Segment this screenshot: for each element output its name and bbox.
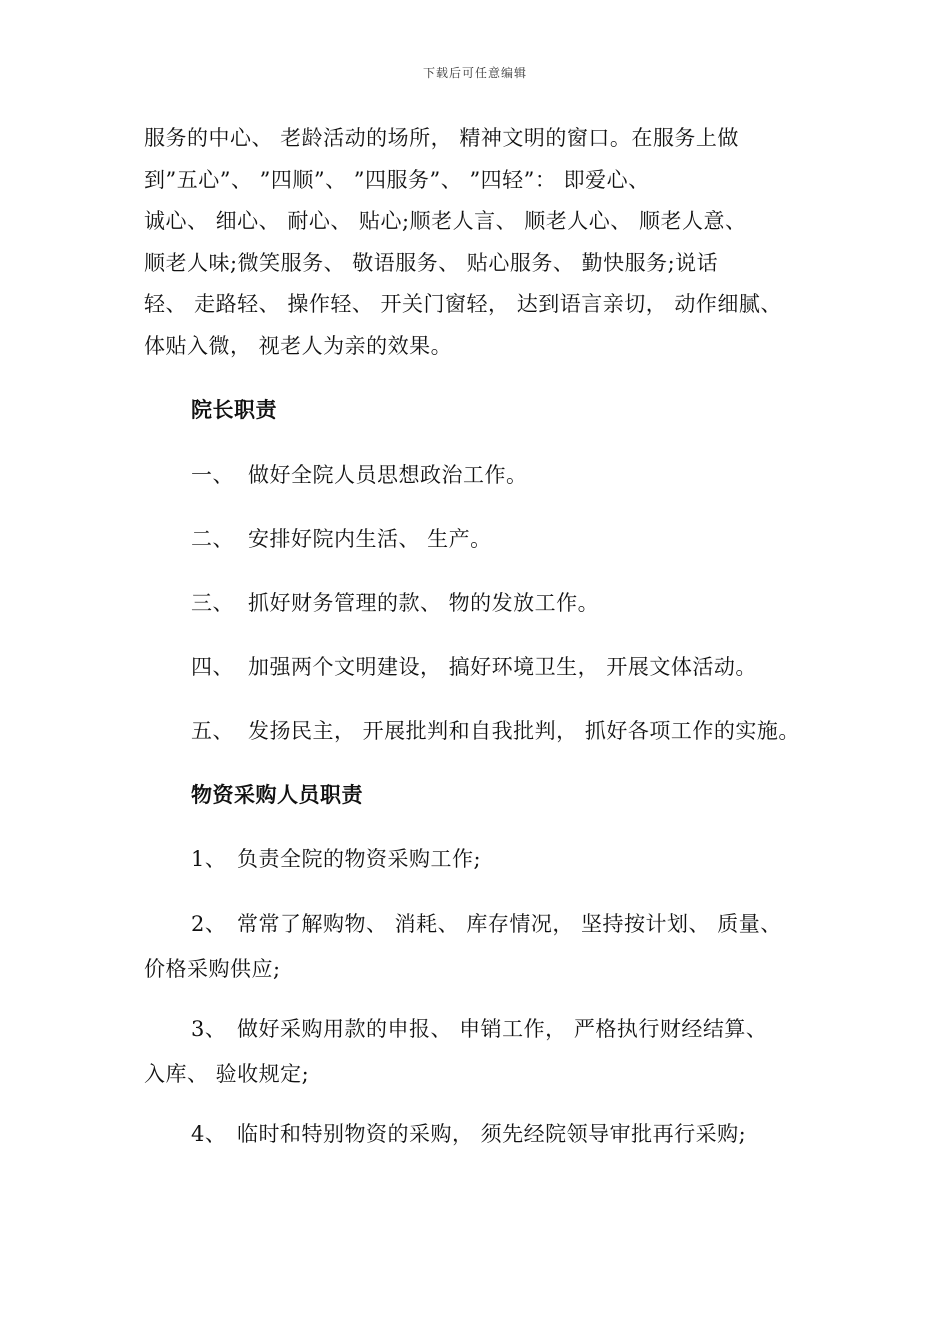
item-number: 二、 (191, 527, 234, 551)
header-note: 下载后可任意编辑 (422, 66, 527, 80)
item-text: 安排好院内生活、 生产。 (248, 527, 492, 551)
purchase-item (144, 1013, 834, 1088)
item-text: 发扬民主， 开展批判和自我批判， 抓好各项工作的实施。 (248, 719, 800, 743)
item-text: 临时和特别物资的采购， 须先经院领导审批再行采购; (237, 1122, 747, 1146)
item-number: 一、 (191, 463, 234, 487)
director-item (191, 651, 881, 681)
item-text-continued: 入库、 验收规定; (144, 1062, 310, 1086)
item-number: 2、 (191, 912, 227, 936)
director-item (191, 587, 881, 617)
item-number: 3、 (191, 1017, 227, 1041)
intro-paragraph (144, 118, 834, 368)
item-text: 做好全院人员思想政治工作。 (248, 463, 528, 487)
section-title-purchase: 物资采购人员职责 (191, 782, 363, 807)
item-number: 五、 (191, 719, 234, 743)
item-text-continued: 价格采购供应; (144, 957, 281, 981)
item-text: 做好采购用款的申报、 申销工作， 严格执行财经结算、 (237, 1017, 768, 1041)
intro-line: 到”五心”、 ”四顺”、 ”四服务”、 ”四轻”： 即爱心、 (144, 167, 650, 192)
item-number: 4、 (191, 1122, 227, 1146)
item-number: 三、 (191, 591, 234, 615)
item-text: 抓好财务管理的款、 物的发放工作。 (248, 591, 600, 615)
director-item (191, 459, 881, 489)
intro-line: 诚心、 细心、 耐心、 贴心;顺老人言、 顺老人心、 顺老人意、 (144, 209, 747, 234)
intro-line: 轻、 走路轻、 操作轻、 开关门窗轻， 达到语言亲切， 动作细腻、 (144, 292, 782, 317)
section-title-director: 院长职责 (191, 397, 277, 422)
item-number: 1、 (191, 847, 227, 871)
purchase-item (144, 908, 834, 983)
intro-line: 体贴入微， 视老人为亲的效果。 (144, 333, 453, 358)
director-item (191, 715, 881, 745)
item-text: 常常了解购物、 消耗、 库存情况， 坚持按计划、 质量、 (237, 912, 782, 936)
director-item (191, 523, 881, 553)
item-text: 负责全院的物资采购工作; (237, 847, 482, 871)
intro-line: 服务的中心、 老龄活动的场所， 精神文明的窗口。在服务上做 (144, 126, 739, 150)
purchase-item (191, 843, 881, 873)
item-number: 四、 (191, 655, 234, 679)
purchase-item (191, 1118, 881, 1148)
intro-line: 顺老人味;微笑服务、 敬语服务、 贴心服务、 勤快服务;说话 (144, 250, 719, 275)
item-text: 加强两个文明建设， 搞好环境卫生， 开展文体活动。 (248, 655, 757, 679)
